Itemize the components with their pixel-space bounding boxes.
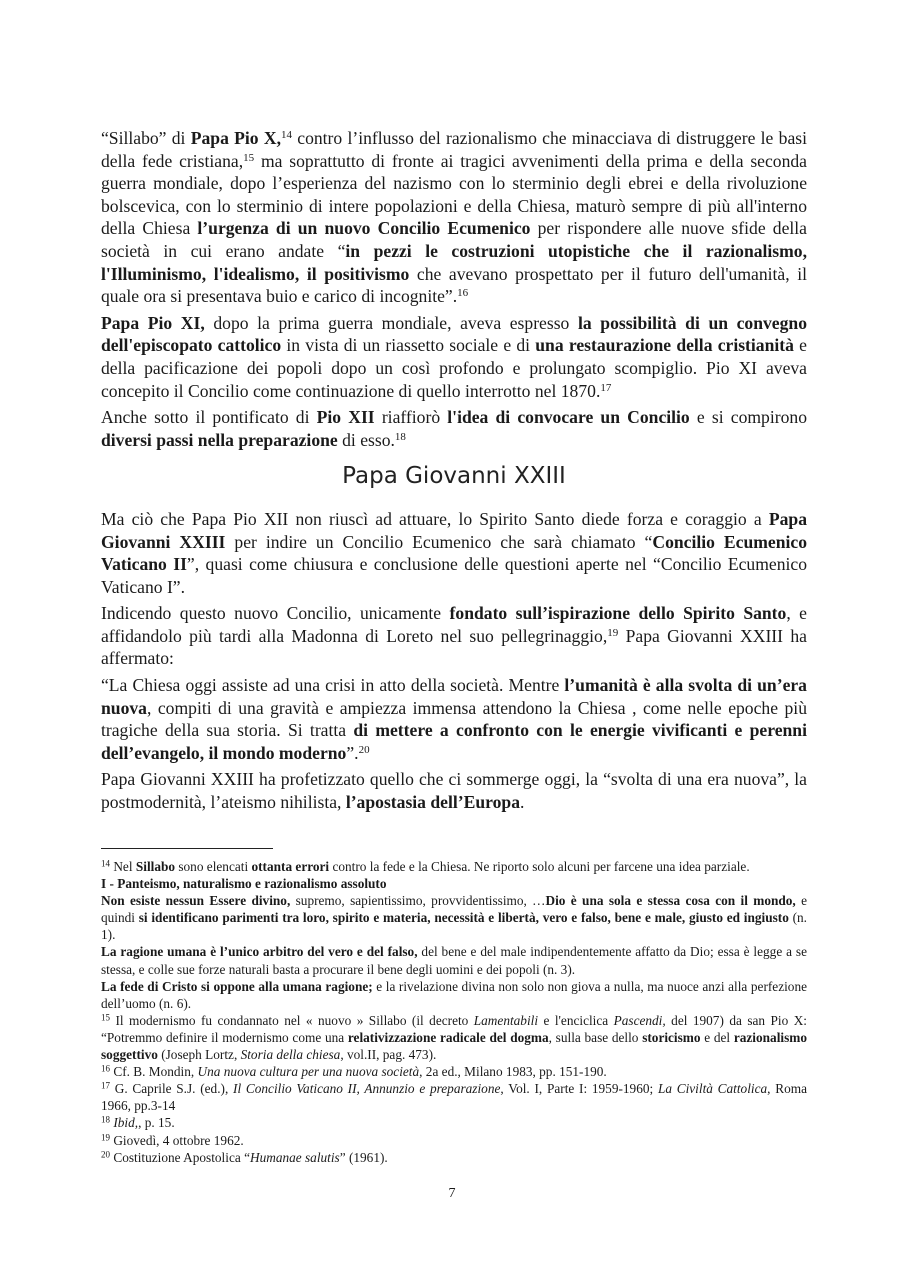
footnote-ref-19[interactable]: 19 bbox=[607, 626, 619, 639]
footnote-separator bbox=[101, 848, 273, 849]
footnote-16: $^{16}$ Cf. B. Mondin, Una nuova cultura per una nuova società, 2a ed., Milano 1983, pp. 151-190. bbox=[101, 1063, 607, 1080]
footnotes bbox=[101, 858, 807, 1166]
paragraph-pio-xi: Papa Pio XI, dopo la prima guerra mondiale, aveva espresso la possibilità di un convegno dell'episcopato cattolico in vista di un riassetto sociale e di una restaurazione della cristianità e della pacificazione dei popoli dopo un così profondo e prolungato scompiglio. Pio XI aveva concepito il Concilio come continuazione di quello interrotto nel 1870.17 bbox=[101, 312, 807, 401]
footnote-ref-14[interactable]: 14 bbox=[280, 128, 292, 141]
footnote-17: $^{17}$ G. Caprile S.J. (ed.), Il Concilio Vaticano II, Annunzio e preparazione, Vol. I, Parte I: 1959-1960; La Civiltà Cattolica, Roma 1966, pp.3-14 bbox=[101, 1080, 807, 1114]
body-text bbox=[101, 127, 807, 818]
section-title: Papa Giovanni XXIII bbox=[342, 463, 566, 490]
footnote-14-item-6: La fede di Cristo si oppone alla umana ragione; e la rivelazione divina non solo non giova a nulla, ma nuoce anzi alla perfezione dell’uomo (n. 6). bbox=[101, 978, 807, 1011]
paragraph-pio-xii: Anche sotto il pontificato di Pio XII riaffiorò l'idea di convocare un Concilio e si compirono diversi passi nella preparazione di esso.$^{18}$ bbox=[101, 407, 807, 450]
footnote-15: $^{15}$ Il modernismo fu condannato nel « nuovo » Sillabo (il decreto Lamentabili e l'enciclica Pascendi, del 1907) da san Pio X: “Potremmo definire il modernismo come una relativizzazione radicale del dogma, sulla base dello storicismo e del razionalismo soggettivo (Joseph Lortz, Storia della chiesa, vol.II, pag. 473). bbox=[101, 1012, 807, 1063]
footnote-14-item-1: Non esiste nessun Essere divino, supremo, sapientissimo, provvidentissimo, …Dio è una sola e stessa cosa con il mondo, e quindi si identificano parimenti tra loro, spirito e materia, necessità e libertà, vero e falso, bene e male, giusto ed ingiusto (n. 1). bbox=[101, 893, 807, 943]
footnote-ref-17[interactable]: 17 bbox=[600, 381, 612, 394]
footnote-19: $^{19}$ Giovedì, 4 ottobre 1962. bbox=[101, 1132, 244, 1148]
paragraph-giovanni-xxiii: Ma ciò che Papa Pio XII non riuscì ad attuare, lo Spirito Santo diede forza e coraggio a Papa Giovanni XXIII per indire un Concilio Ecumenico che sarà chiamato “Concilio Ecumenico Vaticano II”, quasi come chiusura e conclusione delle questioni aperte nel “Concilio Ecumenico Vaticano I”. bbox=[101, 508, 807, 597]
paragraph-sillabo: “Sillabo” di Papa Pio X,$^{14}$ contro l’influsso del razionalismo che minacciava di distruggere le basi della fede cristiana,$^{15}$ ma soprattutto di fronte ai tragici avvenimenti della prima e della seconda guerra mondiale, dopo l’esperienza del nazismo con lo sterminio degli ebrei e della rivoluzione bolscevica, con lo sterminio di intere popolazioni e della Chiesa, maturò sempre di più all'interno della Chiesa l’urgenza di un nuovo Concilio Ecumenico per rispondere alle nuove sfide della società in cui erano andate “in pezzi le costruzioni utopistiche che il razionalismo, l'Illuminismo, l'idealismo, il positivismo che avevano prospettato per il futuro dell'umanità, il quale ora si presentava buio e carico di incognite”.$^{16}$ bbox=[101, 128, 808, 307]
footnote-20: $^{20}$ Costituzione Apostolica “Humanae salutis” (1961). bbox=[101, 1149, 388, 1165]
page-number: 7 bbox=[448, 1186, 456, 1201]
footnote-ref-16[interactable]: 16 bbox=[457, 287, 469, 300]
footnote-18: $^{18}$ Ibid,, p. 15. bbox=[101, 1114, 175, 1131]
footnote-ref-15[interactable]: 15 bbox=[243, 151, 255, 164]
footnote-ref-20[interactable]: 20 bbox=[358, 743, 370, 756]
paragraph-profezia: Papa Giovanni XXIII ha profetizzato quello che ci sommerge oggi, la “svolta di una era nuova”, la postmodernità, l’ateismo nihilista, l’apostasia dell’Europa. bbox=[101, 769, 807, 813]
footnote-ref-18[interactable]: 18 bbox=[394, 430, 406, 443]
footnote-14-heading: I - Panteismo, naturalismo e razionalismo assoluto bbox=[101, 876, 387, 892]
footnote-14-item-3: La ragione umana è l’unico arbitro del vero e del falso, del bene e del male indipendentemente affatto da Dio; essa è legge a se stessa, e colle sue forze naturali basta a procurare il bene degli uomini e dei popoli (n. 3). bbox=[101, 944, 807, 977]
paragraph-indicendo: Indicendo questo nuovo Concilio, unicamente fondato sull’ispirazione dello Spirito Santo, e affidandolo più tardi alla Madonna di Loreto nel suo pellegrinaggio,$^{19}$ Papa Giovanni XXIII ha affermato: bbox=[101, 603, 807, 669]
footnote-14: $^{14}$ Nel Sillabo sono elencati ottanta errori contro la fede e la Chiesa. Ne riporto solo alcuni per farcene una idea parziale. bbox=[101, 858, 750, 874]
block-quote: “La Chiesa oggi assiste ad una crisi in atto della società. Mentre l’umanità è alla svolta di un’era nuova, compiti di una gravità e ampiezza immensa attendono la Chiesa , come nelle epoche più tragiche della sua storia. Si tratta di mettere a confronto con le energie vivificanti e perenni dell’evangelo, il mondo moderno”.$^{20}$ bbox=[101, 675, 807, 763]
